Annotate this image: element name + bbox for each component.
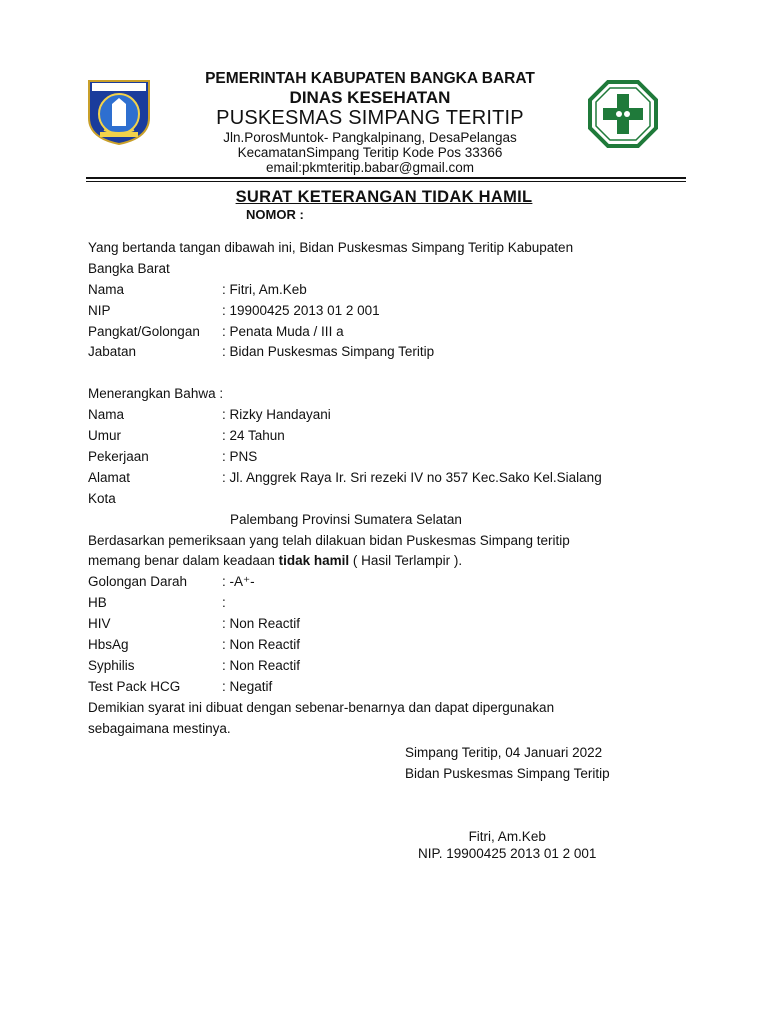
blank-line: [88, 363, 688, 384]
document-title: SURAT KETERANGAN TIDAK HAMIL: [235, 188, 533, 206]
intro-line: Yang bertanda tangan dibawah ini, Bidan Puskesmas Simpang Teritip Kabupaten: [88, 240, 574, 255]
field-value: : Bidan Puskesmas Simpang Teritip: [222, 344, 435, 360]
field-row: [88, 280, 688, 301]
result-row: [88, 677, 688, 698]
field-row: [88, 322, 688, 343]
address-continuation: Palembang Provinsi Sumatera Selatan: [230, 511, 462, 527]
field-value: : 19900425 2013 01 2 001: [222, 302, 380, 318]
address-kota-line: Kota: [88, 490, 116, 506]
section-heading: Menerangkan Bahwa :: [88, 386, 224, 402]
letter-body: [88, 238, 688, 739]
field-value: : Penata Muda / III a: [222, 323, 344, 339]
exam-result-bold: tidak hamil: [278, 553, 350, 569]
field-label: NIP: [88, 302, 111, 318]
email-line: email:pkmteritip.babar@gmail.com: [265, 160, 475, 175]
field-value: : 24 Tahun: [222, 428, 285, 444]
field-value: : Fitri, Am.Keb: [222, 281, 307, 297]
result-label: Golongan Darah: [88, 574, 188, 590]
result-row: [88, 593, 688, 614]
place-date: Simpang Teritip, 04 Januari 2022: [405, 745, 603, 760]
exam-text: ( Hasil Terlampir ).: [349, 553, 463, 569]
address-line: Jln.PorosMuntok- Pangkalpinang, DesaPelangas: [223, 130, 517, 145]
field-label: Jabatan: [88, 344, 137, 360]
result-row: [88, 656, 688, 677]
result-row: [88, 614, 688, 635]
result-label: HB: [88, 595, 107, 611]
result-value: : -A⁺-: [222, 574, 255, 590]
signer-identity: [418, 828, 596, 862]
result-row: [88, 572, 688, 593]
result-label: Test Pack HCG: [88, 678, 181, 694]
header-rule-thin: [86, 181, 686, 182]
letterhead: [160, 70, 580, 175]
exam-line: [88, 551, 688, 572]
closing-line: sebagaimana mestinya.: [88, 720, 231, 736]
signature-block: [405, 742, 610, 784]
result-value: : Non Reactif: [222, 637, 301, 653]
institution-name: PUSKESMAS SIMPANG TERITIP: [216, 107, 524, 129]
field-label: Nama: [88, 281, 125, 297]
result-value: : Negatif: [222, 678, 273, 694]
intro-line: Bangka Barat: [88, 260, 170, 276]
department-name: DINAS KESEHATAN: [289, 88, 451, 107]
result-value: : Non Reactif: [222, 657, 301, 673]
field-label: Nama: [88, 407, 125, 423]
header-rule-thick: [86, 177, 686, 179]
regency-crest-icon: [86, 78, 152, 146]
health-cross-icon: [588, 80, 658, 148]
field-row: [88, 301, 688, 322]
field-label: Pangkat/Golongan: [88, 323, 200, 339]
exam-line: Berdasarkan pemeriksaan yang telah dilakuan bidan Puskesmas Simpang teritip: [88, 532, 570, 548]
government-name: PEMERINTAH KABUPATEN BANGKA BARAT: [205, 70, 535, 87]
signer-nip: NIP. 19900425 2013 01 2 001: [418, 846, 597, 861]
result-label: HbsAg: [88, 637, 129, 653]
exam-text: memang benar dalam keadaan: [88, 553, 279, 569]
field-row: [88, 342, 688, 363]
signer-name: Fitri, Am.Keb: [468, 829, 546, 844]
district-line: KecamatanSimpang Teritip Kode Pos 33366: [237, 145, 503, 160]
field-row: [88, 426, 688, 447]
document-number: NOMOR :: [246, 207, 304, 222]
field-label: Alamat: [88, 469, 131, 485]
field-row: [88, 468, 688, 489]
result-value: : Non Reactif: [222, 616, 301, 632]
closing-line: Demikian syarat ini dibuat dengan sebenar-benarnya dan dapat dipergunakan: [88, 699, 555, 715]
field-label: Pekerjaan: [88, 449, 149, 465]
field-value: : Rizky Handayani: [222, 407, 331, 423]
result-label: HIV: [88, 616, 111, 632]
field-label: Umur: [88, 428, 121, 444]
result-label: Syphilis: [88, 657, 135, 673]
field-value: : Jl. Anggrek Raya Ir. Sri rezeki IV no 357 Kec.Sako Kel.Sialang: [222, 469, 602, 485]
field-row: [88, 447, 688, 468]
result-value: :: [222, 595, 226, 611]
field-row: [88, 405, 688, 426]
field-value: : PNS: [222, 449, 258, 465]
result-row: [88, 635, 688, 656]
signer-position: Bidan Puskesmas Simpang Teritip: [405, 766, 610, 781]
